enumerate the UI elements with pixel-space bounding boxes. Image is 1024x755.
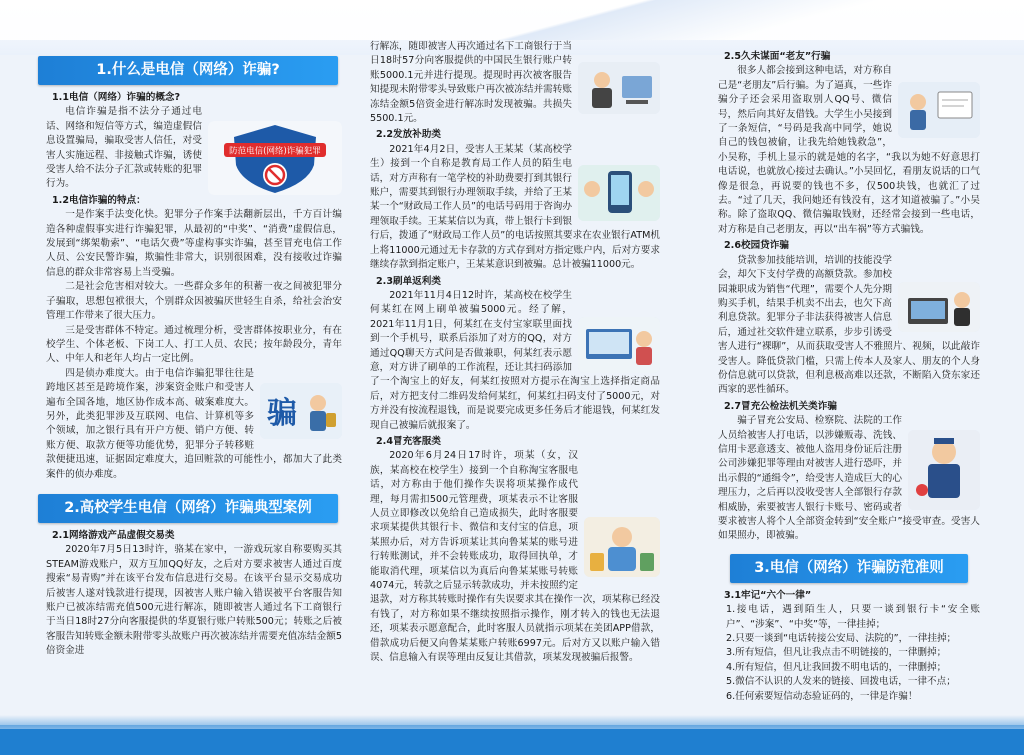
column-left [46,48,342,659]
feature-2-text: 二是社会危害相对较大。一些群众多年的积蓄一夜之间被犯罪分子骗取，思想包袱很大，个别群众因被骗厌世轻生自杀，给社会治安管理工作带来了很大压力。 [46,281,342,322]
case-2-3-image [578,317,660,373]
rule-item: 4.所有短信，但凡让我回拨不明电话的，一律删掉； [726,661,947,673]
section-2-3-title: 2.3刷单返利类 [376,275,441,287]
section-2-6-text: 贷款参加技能培训，培训的技能没学会，却欠下支付学费的高额贷款。参加校园兼职成为销售“代理”，需要个人先分期购买手机，结果手机卖不出去，也欠下高利息贷款。犯罪分子非法获得被害人信息后，通过社交软件建立联系，步步引诱受害人进行“裸聊”，从而获取受害人不雅照片、视频，以此敲诈受害人。降低贷款门槛，只需上传本人及家人、朋友的个人身份信息就可以贷款，但利息极高难以还款，不断陷入贷东家还西家的恶性循环。 [718,254,980,396]
rule-item: 3.所有短信，但凡让我点击不明链接的，一律删掉； [726,647,947,659]
section-2-2-title: 2.2发放补助类 [376,129,441,141]
section-2-7-title: 2.7冒充公检法机关类诈骗 [724,400,837,412]
case-2-4-image [584,517,660,577]
section-2-2-text: 2021年4月2日，受害人王某某（某高校学生）接到一个自称是教育局工作人员的陌生电话，对方声称有一笔学校的补助费要打到其银行账户，需要其到银行办理领取手续，并给了王某某一个“财政局工作人员”的电话号码用于咨询办理领取手续。王某某信以为真，带上银行卡到银行后，拨通了“财政局工作人员”的电话按照其要求在农业银行ATM机上将11000元通过无卡存款的方式存到对方指定账户内，后对方要求继续存款到指定账户，王某某意识到被骗。总计被骗11000元。 [370,143,660,271]
section-1-1-text: 电信诈骗是指不法分子通过电话、网络和短信等方式，编造虚假信息设置骗局，骗取受害人信任，对受害人实施远程、非接触式诈骗，诱使受害人给不法分子汇款或转账的犯罪行为。 [46,106,202,190]
section-1-2-title: 1.2电信诈骗的特点： [52,194,146,206]
feature-3-text: 三是受害群体不特定。通过梳理分析，受害群体按职业分，有在校学生、个体老板、下岗工人、打工人员、农民；按年龄段分，青年人、中年人和老年人均占一定比例。 [46,324,342,365]
case-2-1-continued-text: 行解冻，随即被害人再次通过名下工商银行于当日18时57分向客服提供的中国民生银行账户转账5000.1元并进行提现。提现时再次被客服告知提现未附带零头导致账户再次被冻结并需转账冻结金额5倍资金进行解冻时发现被骗。共损失5500.1元。 [370,41,572,125]
column-middle [370,40,660,665]
anti-fraud-logo-image [208,121,342,195]
section-2-6-title: 2.6校园贷诈骗 [724,240,789,252]
section-1-banner: 1.什么是电信（网络）诈骗? [38,56,338,85]
rule-item: 2.只要一谈到“电话转接公安局、法院的”，一律挂掉； [726,633,957,645]
section-2-4-title: 2.4冒充客服类 [376,435,441,447]
section-2-1-title: 2.1网络游戏产品虚假交易类 [52,529,175,541]
column-right [718,48,980,704]
case-2-6-image [898,282,980,332]
rule-item: 1.接电话，遇到陌生人，只要一谈到银行卡“安全账户”、“涉案”、“中奖”等，一律挂掉； [726,604,980,630]
section-2-1-text: 2020年7月5日13时许，骆某在家中，一游戏玩家自称要购买其STEAM游戏账户，双方互加QQ好友，之后对方要求被害人通过百度搜索“易青购”并在该平台发布信息进行交易。在该平台显示交易成功后被害人遂对钱款进行提现，因被害人账户输入错误被平台客服告知账户已被冻结需充值500元进行解冻，随即被害人通过名下工商银行于当日18时27分向客服提供的华夏银行账户转账500元；转账之后被客服告知转账金额未附带零头故账户再次被冻结并需要充值冻结金额5倍资金进 [46,544,342,657]
section-3-banner: 3.电信（网络）诈骗防范准则 [730,554,968,583]
feature-1-text: 一是作案手法变化快。犯罪分子作案手法翻新层出，千方百计编造各种虚假事实进行诈骗犯罪，从最初的“中奖”、“消费”虚假信息，发展到“绑架勒索”、“电话欠费”等虚构事实诈骗，甚至冒充电信工作人员、公安民警诈骗，欺骗性非常大，识别很困难，没有接收过诈骗信息的群众非常容易上当受骗。 [46,209,342,278]
case-2-7-image [908,430,980,510]
section-2-banner: 2.高校学生电信（网络）诈骗典型案例 [38,494,338,523]
section-2-5-title: 2.5久未谋面“老友”行骗 [724,51,831,62]
case-2-2-image [578,165,660,221]
section-1-1-title: 1.1电信（网络）诈骗的概念? [52,92,181,103]
section-3-1-title: 3.1牢记“六个一律” [724,589,812,601]
section-2-7-text: 骗子冒充公安局、检察院、法院的工作人员给被害人打电话，以涉嫌贩毒、洗钱、信用卡恶意透支、被他人盗用身份证后注册公司涉嫌犯罪等理由对被害人进行恐吓，并出示假的“通缉令”，给受害人造成巨大的心理压力，之后再以没收受害人全部银行存款相威胁，索要被害人银行卡账号、密码或者要求被害人将个人全部资金转到“安全账户”接受审查。受害人如果照办，即被骗。 [718,415,980,542]
fraud-char: 骗 [267,395,297,431]
feature-4-text: 四是侦办难度大。由于电信诈骗犯罪往往是跨地区甚至是跨境作案，涉案资金账户和受害人遍布全国各地，地区协作成本高、破案难度大。另外，此类犯罪涉及互联网、电信、计算机等多个领域，加之银行具有开户方便、销户方便、转账方便、取款方便等功能优势，犯罪分子转移赃款便捷迅速，证据固定难度大，追回赃款的可能性小，都加大了此类案件的侦办难度。 [46,367,342,480]
bottom-decoration [0,725,1024,755]
case-2-1-image [578,62,660,114]
rule-item: 5.微信不认识的人发来的链接、回拨电话，一律不点； [726,676,956,688]
section-2-4-text: 2020年6月24日17时许，项某（女，汉族，某高校在校学生）接到一个自称淘宝客服电话，对方称由于他们操作失误将项某操作成代理，每月需扣500元管理费，项某表示不让客服人员立即修改以免给自己造成损失，此时客服要求项某提供其银行卡、微信和支付宝的信息，项某照办后，对方告诉项某让其向鲁某某的账号进行转账测试，并不会转账成功，取得回执单，才能取消代理，项某信以为真后向鲁某某账号转账4074元，转款之后显示转款成功，并未按照约定退款，对方称其转账时操作有失误要求其在操作一次，项某称已经没有钱了，对方称如果不继续按照指示操作，刚才转入的钱也无法退还，项某表示愿意配合，此时客服人员就指示项某在美团APP借款，借款成功后便又向鲁某某账户转账6997元。后对方又以账户输入错误、信息输入有误等理由反复让其借款，项某发现被骗后报警。 [370,450,660,664]
section-2-3-text: 2021年11月4日12时许，某高校在校学生何某红在网上刷单被骗5000元。经了解，2021年11月1日，何某红在支付宝家联里面找到一个手机号，联系后添加了对方的QQ，对方通过QQ聊天方式问是否做兼职，何某红表示愿意，对方讲了刷单的工作流程，还让其扫码添加了一个淘宝上的好友，何某红按照对方提示在淘宝上选择指定商品后，对方把支付二维码发给何某红，何某红扫码支付了5000元，对方并没有按流程退钱，而是说要完成更多任务后才能退钱，何某红发现自己被骗后就报案了。 [370,289,660,431]
section-2-5-text: 很多人都会接到这种电话，对方称自己是“老朋友”后行骗。为了逼真，一些诈骗分子还会采用盗取别人QQ号、微信号，然后向其好友借钱。大学生小吴接到了一条短信，“号码是我高中同学，她说自己的钱包被偷，让我先给她钱救急”，小吴称，手机上显示的就是她的名字，“我以为她不好意思打电话说，也就放心接过去确认。”小吴回忆，看朋友说话的口气像是很急，再说要的钱也不多，仅500块钱，也就汇了过去。“过了几天，我问她还有钱没有，这才知道被骗了。”小吴称。除了盗取QQ、微信骗取钱财，还经常会接到一些电话，对方称是自己老朋友，再以“出车祸”等方式骗钱。 [718,65,980,235]
rule-item: 6.任何索要短信动态验证码的，一律是诈骗！ [726,690,918,702]
fraud-illustration-image [260,383,342,439]
case-2-5-image [898,82,980,138]
logo-text: 防范电信(网络)诈骗犯罪 [229,146,321,157]
